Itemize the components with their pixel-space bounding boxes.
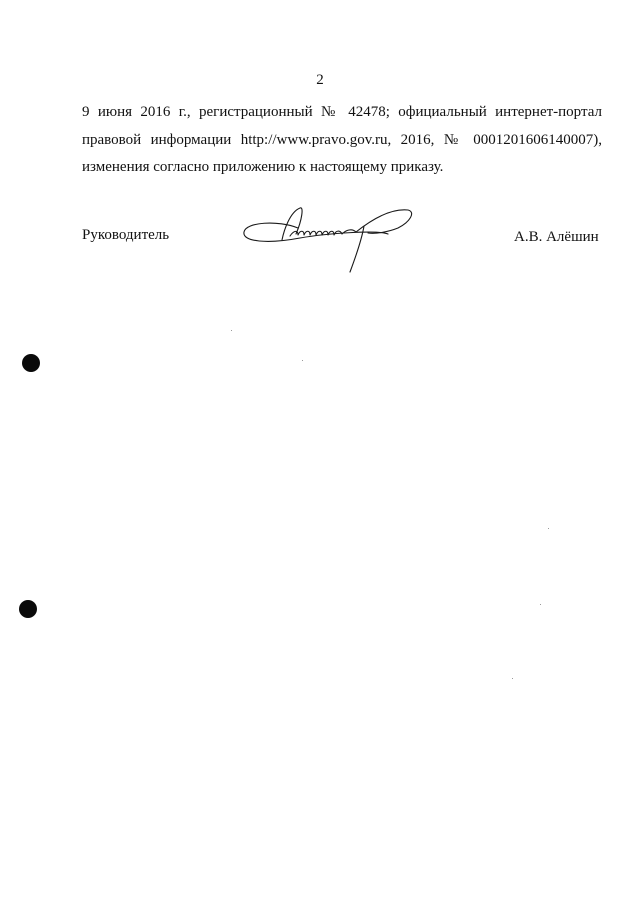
page-number: 2 xyxy=(316,72,324,88)
signatory-title: Руководитель xyxy=(82,227,170,243)
body-text-line-2: правовой информации http://www.pravo.gov.ru, 2016, № 0001201606140007), xyxy=(82,132,602,148)
punch-hole xyxy=(19,600,37,618)
scan-speck xyxy=(548,528,549,529)
body-text-line-3: изменения согласно приложению к настоящему приказу. xyxy=(82,159,444,175)
handwritten-signature xyxy=(238,200,418,280)
scan-speck xyxy=(231,330,232,331)
scan-speck xyxy=(540,604,541,605)
scan-speck xyxy=(302,360,303,361)
signatory-name: А.В. Алёшин xyxy=(514,229,599,245)
punch-hole xyxy=(22,354,40,372)
scan-speck xyxy=(512,678,513,679)
body-text-line-1: 9 июня 2016 г., регистрационный № 42478; официальный интернет-портал xyxy=(82,104,602,120)
